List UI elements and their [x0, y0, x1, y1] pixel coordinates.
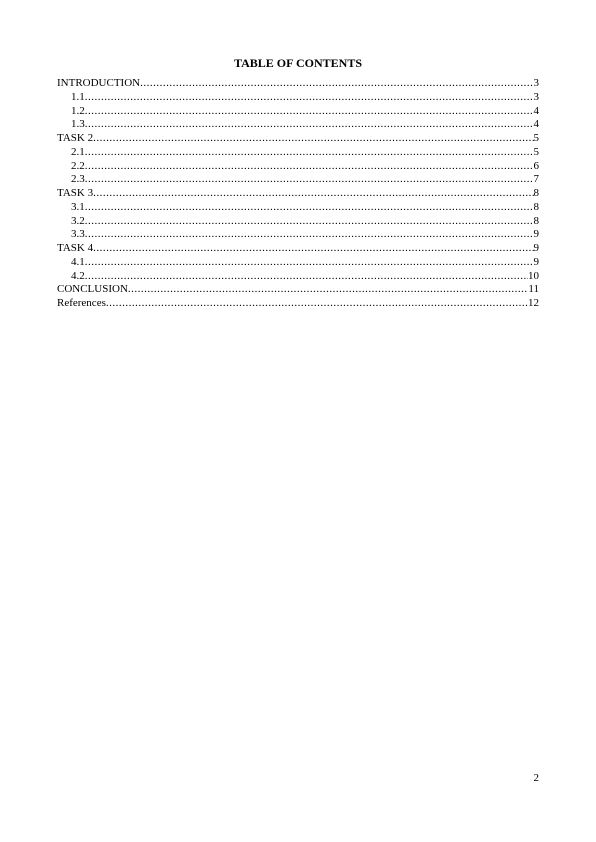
toc-entry[interactable]	[57, 270, 539, 284]
toc-dot-leader	[85, 201, 534, 215]
toc-entry[interactable]	[57, 132, 539, 146]
toc-dot-leader	[85, 215, 534, 229]
toc-title: TABLE OF CONTENTS	[233, 56, 363, 70]
toc-entry-page: 5	[533, 132, 539, 144]
toc-dot-leader	[85, 173, 534, 187]
toc-entry[interactable]	[57, 105, 539, 119]
toc-entry-page: 3	[533, 90, 539, 103]
toc-dot-leader	[85, 105, 534, 119]
toc-entry-page: 9	[533, 228, 539, 241]
toc-entry[interactable]	[57, 118, 539, 132]
toc-dot-leader	[85, 146, 534, 160]
toc-entry-label: References	[57, 297, 106, 309]
toc-entry-label: CONCLUSION	[57, 283, 128, 296]
toc-entry-page: 8	[533, 187, 539, 199]
toc-entry-page: 3	[533, 77, 539, 89]
toc-entry[interactable]	[57, 228, 539, 242]
toc-entry-label: 1.1	[71, 90, 85, 103]
toc-entry-page: 9	[533, 255, 539, 268]
toc-dot-leader	[128, 283, 529, 297]
toc-entry[interactable]	[57, 283, 539, 297]
toc-entry-label: 3.2	[71, 214, 85, 227]
toc-entry-label: 2.1	[71, 145, 85, 158]
toc-entry-page: 11	[528, 283, 539, 296]
toc-entry[interactable]	[57, 173, 539, 187]
toc-entry[interactable]	[57, 242, 539, 256]
toc-entry-label: 3.1	[71, 200, 85, 213]
toc-dot-leader	[93, 242, 533, 256]
toc-entry[interactable]	[57, 297, 539, 311]
toc-entry-label: TASK 2	[57, 132, 94, 144]
toc-entry-page: 9	[533, 242, 539, 254]
toc-entry-page: 8	[533, 214, 539, 227]
toc-dot-leader	[85, 91, 534, 105]
toc-entry[interactable]	[57, 91, 539, 105]
toc-entry-label: 2.2	[71, 159, 85, 172]
toc-entry-label: 2.3	[71, 173, 85, 186]
toc-entry[interactable]	[57, 146, 539, 160]
toc-entry[interactable]	[57, 256, 539, 270]
toc-entry-label: 4.2	[71, 269, 85, 282]
toc-dot-leader	[85, 160, 534, 174]
toc-dot-leader	[93, 132, 533, 146]
toc-dot-leader	[85, 270, 528, 284]
toc-entry[interactable]	[57, 160, 539, 174]
toc-entry-label: 4.1	[71, 255, 85, 268]
toc-entry-page: 5	[533, 145, 539, 158]
toc-dot-leader	[85, 228, 534, 242]
toc-entry-label: 1.2	[71, 104, 85, 117]
toc-entry-page: 12	[528, 297, 539, 309]
toc-dot-leader	[85, 256, 534, 270]
toc-entry-label: TASK 3	[57, 187, 94, 199]
page-number: 2	[533, 772, 539, 784]
toc-entry-label: 1.3	[71, 118, 85, 131]
toc-list	[57, 77, 539, 311]
toc-entry-page: 10	[528, 269, 539, 282]
toc-entry-page: 4	[533, 104, 539, 117]
toc-entry-page: 4	[533, 118, 539, 131]
toc-entry-label: TASK 4	[57, 242, 94, 254]
toc-entry[interactable]	[57, 187, 539, 201]
toc-dot-leader	[93, 187, 533, 201]
toc-dot-leader	[85, 118, 534, 132]
toc-entry[interactable]	[57, 201, 539, 215]
toc-entry-page: 8	[533, 200, 539, 213]
toc-dot-leader	[106, 297, 528, 311]
toc-entry-page: 6	[533, 159, 539, 172]
toc-dot-leader	[140, 77, 533, 91]
toc-entry[interactable]	[57, 77, 539, 91]
toc-entry-page: 7	[533, 173, 539, 186]
toc-entry-label: 3.3	[71, 228, 85, 241]
toc-entry-label: INTRODUCTION	[57, 77, 141, 89]
toc-entry[interactable]	[57, 215, 539, 229]
